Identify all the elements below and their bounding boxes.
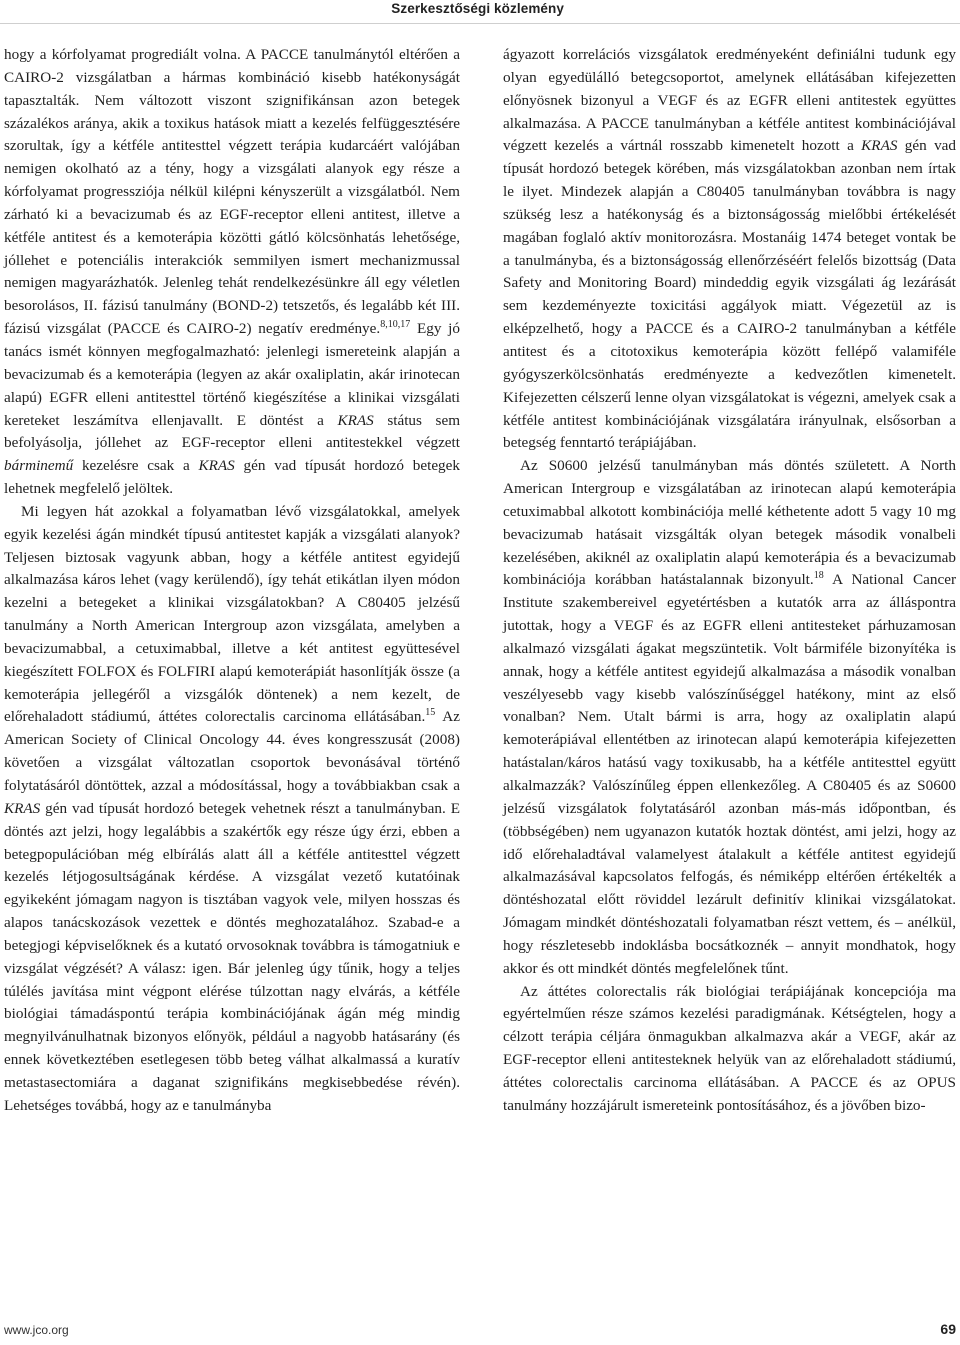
right-text-column	[503, 44, 956, 1118]
page-number: 69	[940, 1321, 956, 1337]
section-title: Szerkesztőségi közlemény	[391, 1, 564, 16]
left-paragraph-1: hogy a kórfolyamat progrediált volna. A PACCE tanulmánytól eltérően a CAIRO-2 vizsgálatban a hármas kombináció kisebb hatékonyságát tapasztalták. Nem változott viszont szignifikánsan azon betegek százalékos aránya, akik a toxikus hatások miatt a kezelés felfüggesztésére szorultak, így a kétféle antitesttel végzett terápia kudarcáért valójában nemigen okolható az a tény, hogy a vizsgálati alanyok egy része a kórfolyamat progressziója nélkül kilépni kényszerült a vizsgálatból. Nem zárható ki a bevacizumab és az EGF-receptor elleni antitest, illetve a kétféle antitest és a kemoterápia közötti gátló kölcsönhatás lehetősége, jóllehet e potenciális interakciók semmilyen ismert mechanizmussal nemigen magyarázhatók. Jelenleg tehát rendelkezésünkre áll egy véletlen besorolásos, II. fázisú tanulmány (BOND-2) tetszetős, és legalább két III. fázisú vizsgálat (PACCE és CAIRO-2) negatív eredménye.$^{8,10,17}$ Egy jó tanács ismét könnyen megfogalmazható: jelenlegi ismereteink alapján a bevacizumab és a kemoterápia (legyen az akár oxaliplatin, akár irinotecan alapú) EGFR elleni antitesttel történő kiegészítése a klinikai vizsgálati kereteket leszámítva ellenjavallt. E döntést a KRAS státus sem befolyásolja, jóllehet az EGF-receptor elleni antitestekkel végzett bárminemű kezelésre csak a KRAS gén vad típusát hordozó betegek lehetnek megfelelő jelöltek.	[4, 46, 461, 498]
page-footer	[0, 1320, 960, 1345]
header-divider	[0, 23, 960, 24]
left-text-column	[4, 44, 460, 1118]
right-paragraph-2: Az S0600 jelzésű tanulmányban más döntés született. A North American Intergroup e vizsgálatában az irinotecan alapú kemoterápia cetuximabbal alkotott kombinációja mellé kéthetente adott 5 vagy 10 mg bevacizumab hatásait vizsgálták olyan betegek második vonalbeli kezelésében, akiknél az oxaliplatin alapú kemoterápia és a bevacizumab kombinációja korábban hatástalannak bizonyult.$^{18}$ A National Cancer Institute szakembereivel egyetértésben a kutatók arra az álláspontra jutottak, hogy a VEGF és az EGFR elleni antitesteket párhuzamosan alkalmazó vizsgálati ágakat megszüntetik. Volt bármiféle bizonyítéka is annak, hogy a kétféle antitest egyidejű alkalmazása a második vonalban veszélyesebb vagy kisebb valószínűséggel hatékony, mint az első vonalban? Nem. Utalt bármi is arra, hogy az oxaliplatin alapú kemoterápiával ellentétben az irinotecan alapú kemoterápia kifejezetten hatástalan/káros hatású vagy toxikusabb, ha a kétféle antitesttel együtt alkalmazzák? Valószínűleg éppen ellenkezőleg. A C80405 és az S0600 jelzésű vizsgálatok folytatásáról azonban más-más időpontban, és (többségében) nem ugyanazon kutatók hoztak döntést, ami jelzi, hogy az idő előrehaladtával valamelyest átalakult a kétféle antitest egyidejű alkalmazásával kapcsolatos felfogás, és némiképp eltérően értékelték a döntéshozatal előtt röviddel lezárult definitív klinikai vizsgálatokat. Jómagam mindkét döntéshozatali folyamatban részt vettem, és – anélkül, hogy részletesebb indoklásba bocsátkoznék – annyit mondhatok, hogy akkor és ott mindkét döntés megfelelőnek tűnt.	[503, 457, 956, 977]
left-paragraph-2: Mi legyen hát azokkal a folyamatban lévő vizsgálatokkal, amelyek egyik kezelési ágán mindkét típusú antitestet kapják a vizsgálati alanyok? Teljesen biztosak vagyunk abban, hogy a kétféle antitest egyidejű alkalmazása káros lehet (vagy kerülendő), így tehát etikátlan ilyen módon kezelni a betegeket a klinikai vizsgálatokban? A C80405 jelzésű tanulmány a North American Intergroup azon vizsgálata, amelyben a bevacizumabbal, a cetuximabbal, illetve a két antitest együttesével kiegészített FOLFOX és FOLFIRI alapú kemoterápiát hasonlítják össze (a kemoterápia jellegéről a vizsgálók döntenek) a nem kezelt, de előrehaladott stádiumú, áttétes colorectalis carcinoma ellátásában.$^{15}$ Az American Society of Clinical Oncology 44. éves kongresszusát (2008) követően a vizsgálat változatlan csoportok bevonásával történő folytatásáról döntöttek, azzal a módosítással, hogy a továbbiakban csak a KRAS gén vad típusát hordozó betegek vehetnek részt a tanulmányban. E döntés azt jelzi, hogy legalábbis a szakértők egy része úgy érzi, ebben a betegpopulációban még elbírálás alatt áll a kétféle antitesttel végzett kezelés létjogosultságának kérdése. A vizsgálat vezető kutatóinak egyikeként jómagam nagyon is tisztában vagyok vele, milyen hosszas és alapos tanácskozások vezettek e döntés meghozatalához. Szabad-e a betegjogi képviselőknek és a kutató orvosoknak továbbra is támogatniuk e vizsgálat végzését? A válasz: igen. Bár jelenleg úgy tűnik, hogy a teljes túlélés javítása mint végpont elérése túlzottan nagy elvárás, a kétféle biológiai támadáspontú terápia kombinációjának ágán még mindig megnyilvánulhatnak bizonyos előnyök, például a nagyobb hatásarány (és ennek következtében esetlegesen több beteg válhat alkalmassá a kuratív metastasectomiára a daganat szignifikáns megkisebbedése révén). Lehetséges továbbá, hogy az e tanulmányba	[4, 502, 460, 1114]
journal-url-link[interactable]: www.jco.org	[4, 1323, 69, 1337]
running-header	[0, 0, 960, 24]
right-paragraph-1: ágyazott korrelációs vizsgálatok eredményeként definiálni tudunk egy olyan egyedülálló betegcsoportot, amelynek ellátásában kifejezetten előnyösnek bizonyul a VEGF és az EGFR elleni antitestek együttes alkalmazása. A PACCE tanulmányban a kétféle antitest kombinációjával végzett kezelés a vártnál rosszabb kimenetelt hozott a KRAS gén vad típusát hordozó betegek körében, más vizsgálatokban azonban nem írtak le ilyet. Mindezek alapján a C80405 tanulmányban továbbra is nagy szükség lesz a hatékonyság és a biztonságosság mielőbbi értékelését magában foglaló aktív monitorozásra. Mostanáig 1474 beteget vontak be a tanulmányba, és a biztonságosság ellenőrzéséért felelős bizottság (Data Safety and Monitoring Board) mindeddig egyik vizsgálati ág lezárását sem kezdeményezte toxicitási aggályok miatt. Végezetül az is elképzelhető, hogy a PACCE és a CAIRO-2 tanulmányban a kétféle antitest és a citotoxikus kemoterápia között fellépő valamiféle gyógyszerkölcsönhatás eredményezte a kedvezőtlen kimenetelt. Kifejezetten célszerű lenne olyan vizsgálatokat is végezni, amelyek csak a kétféle antitest kombinációjának vizsgálatára irányulnak, elsősorban a betegség fenntartó terápiájában.	[503, 46, 957, 452]
right-paragraph-3: Az áttétes colorectalis rák biológiai terápiájának koncepciója ma egyértelműen része számos kezelési paradigmának. Kétségtelen, hogy a célzott terápia céljára önmagukban alkalmazva akár a VEGF, akár az EGF-receptor elleni antitesteknek helyük van az előrehaladott stádiumú, áttétes colorectalis carcinoma ellátásában. A PACCE és az OPUS tanulmány hozzájárult ismereteink pontosításához, és a jövőben bizo-	[503, 982, 956, 1114]
